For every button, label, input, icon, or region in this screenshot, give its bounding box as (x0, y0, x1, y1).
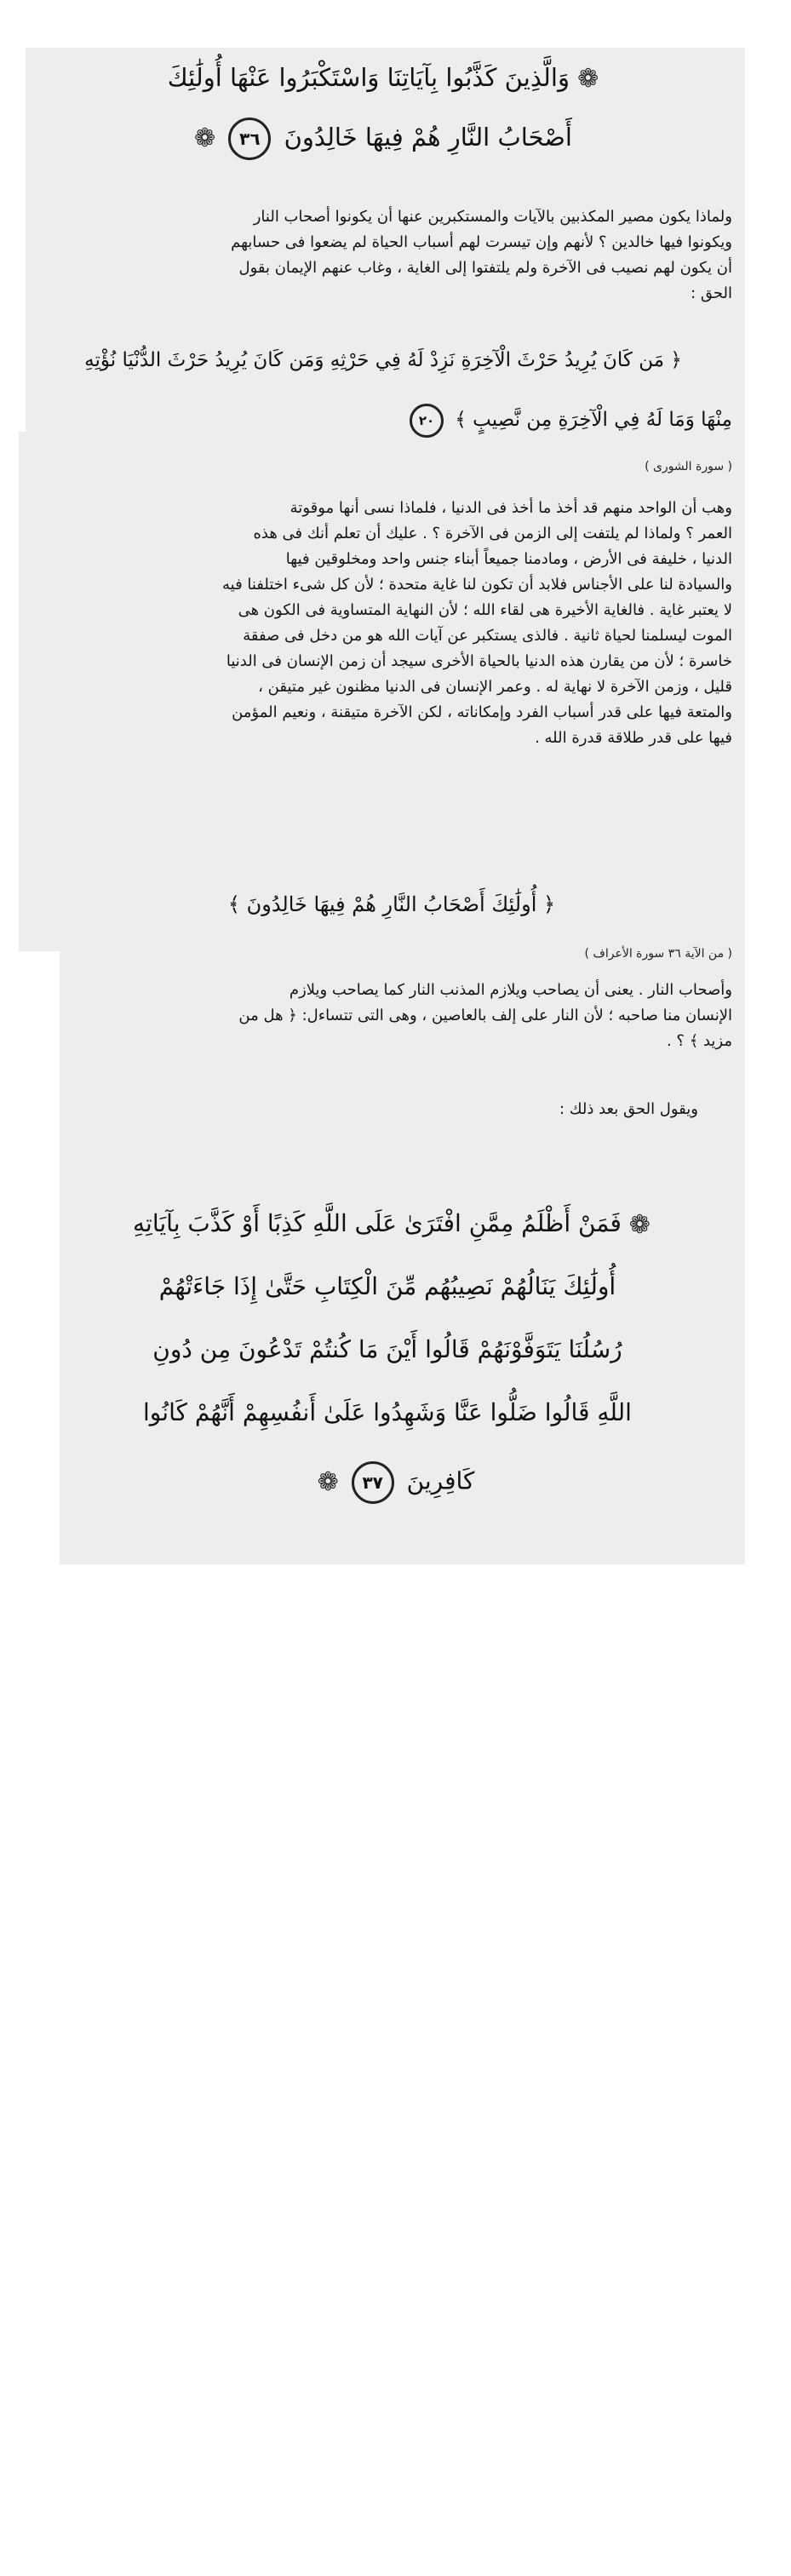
araf-reference: ( من الآية ٣٦ سورة الأعراف ) (584, 947, 732, 961)
shura-verse-line-1 (34, 349, 732, 371)
paragraph-3 (68, 978, 732, 1054)
verse-number-badge: ٣٦ (228, 118, 271, 160)
paragraph-line: والمتعة فيها على قدر أسباب الفرد وإمكاناته ، لكن الآخرة متيقنة ، ونعيم المؤمن (232, 703, 732, 721)
shura-verse-text-1: ﴿ مَن كَانَ يُرِيدُ حَرْثَ الْآخِرَةِ نَزِدْ لَهُ فِي حَرْثِهِ وَمَن كَانَ يُرِيدُ حَرْثَ الدُّنْيَا نُؤْتِهِ (84, 349, 682, 371)
paragraph-1 (60, 204, 732, 307)
verse-36-text-2: أَصْحَابُ النَّارِ هُمْ فِيهَا خَالِدُونَ (284, 123, 572, 152)
verse-37-line-2 (85, 1272, 690, 1300)
paragraph-line: الحق : (691, 284, 732, 302)
paragraph-line: ولماذا يكون مصير المكذبين بالآيات والمستكبرين عنها أن يكونوا أصحاب النار (253, 208, 732, 226)
verse-ornament-icon: ❁ (577, 64, 599, 94)
paragraph-line: قليل ، وزمن الآخرة لا نهاية له . وعمر الإنسان فى الدنيا مظنون غير متيقن ، (258, 678, 732, 696)
verse-number-badge: ٣٧ (352, 1461, 394, 1504)
shura-reference: ( سورة الشورى ) (645, 460, 732, 473)
verse-number-badge: ٢٠ (410, 404, 444, 438)
paragraph-line: فيها على قدر طلاقة قدرة الله . (535, 729, 732, 747)
verse-ornament-icon: ❁ (317, 1467, 339, 1497)
paragraph-line: العمر ؟ ولماذا لم يلتفت إلى الزمن فى الآخرة ؟ . عليك أن تعلم أنك فى هذه (253, 525, 732, 542)
shura-verse-text-2: مِنْهَا وَمَا لَهُ فِي الْآخِرَةِ مِن نَّصِيبٍ ﴾ (455, 409, 732, 431)
shura-verse-line-2 (255, 404, 732, 438)
verse-37-line-5 (170, 1461, 622, 1504)
verse-37-text-5: كَافِرِينَ (406, 1466, 475, 1495)
araf-quote: ﴿ أُولَٰئِكَ أَصْحَابُ النَّارِ هُمْ فِيهَا خَالِدُونَ ﴾ (227, 892, 556, 916)
verse-ornament-icon: ❁ (193, 123, 216, 153)
paragraph-line: أن يكون لهم نصيب فى الآخرة ولم يلتفتوا إلى الغاية ، وغاب عنهم الإيمان بقول (238, 259, 732, 277)
paragraph-2 (41, 496, 732, 751)
transition-line: ويقول الحق بعد ذلك : (559, 1100, 698, 1118)
verse-36-line-1 (51, 63, 715, 92)
verse-37-text-4: اللَّهِ قَالُوا ضَلُّوا عَنَّا وَشَهِدُوا عَلَىٰ أَنفُسِهِمْ أَنَّهُمْ كَانُوا (143, 1398, 632, 1426)
verse-37-line-1 (102, 1209, 681, 1238)
verse-37-line-3 (85, 1335, 690, 1363)
paragraph-line: خاسرة ؛ لأن من يقارن هذه الدنيا بالحياة الأخرى سيجد أن زمن الإنسان فى الدنيا (226, 652, 732, 670)
verse-ornament-icon: ❁ (628, 1209, 651, 1240)
paragraph-line: الموت ليسلمنا لحياة ثانية . فالذى يستكبر عن آيات الله هو من دخل فى صفقة (243, 627, 732, 645)
paragraph-line: والسيادة لنا على الأجناس فلابد أن تكون لنا غاية متحدة ؛ لأن كل شىء اختلفنا فيه (221, 576, 732, 594)
paragraph-line: وأصحاب النار . يعنى أن يصاحب ويلازم المذنب النار كما يصاحب ويلازم (289, 981, 732, 999)
verse-37-text-3: رُسُلُنَا يَتَوَفَّوْنَهُمْ قَالُوا أَيْنَ مَا كُنتُمْ تَدْعُونَ مِن دُونِ (152, 1335, 622, 1363)
verse-37-line-4 (85, 1398, 690, 1426)
paragraph-line: وهب أن الواحد منهم قد أخذ ما أخذ فى الدنيا ، فلماذا نسى أنها موقوتة (289, 499, 732, 517)
paragraph-line: ويكونوا فيها خالدين ؟ لأنهم وإن تيسرت لهم أسباب الحياة لم يضعوا فى حسابهم (231, 233, 732, 251)
paragraph-line: الإنسان منا صاحبه ؛ لأن النار على إلف بالعاصين ، وهى التى تتساءل: ﴿ هل من (238, 1007, 732, 1024)
verse-36-text-1: وَالَّذِينَ كَذَّبُوا بِآيَاتِنَا وَاسْتَكْبَرُوا عَنْهَا أُولَٰئِكَ (167, 63, 570, 92)
paragraph-line: مزيد ﴾ ؟ . (666, 1032, 732, 1050)
paragraph-line: الدنيا ، خليفة فى الأرض ، ومادمنا جميعاً أبناء جنس واحد ومخلوقين فيها (285, 550, 732, 568)
verse-37-text-1: فَمَنْ أَظْلَمُ مِمَّنِ افْتَرَىٰ عَلَى اللَّهِ كَذِبًا أَوْ كَذَّبَ بِآيَاتِهِ (133, 1209, 622, 1237)
verse-37-text-2: أُولَٰئِكَ يَنَالُهُمْ نَصِيبُهُم مِّنَ الْكِتَابِ حَتَّىٰ إِذَا جَاءَتْهُمْ (158, 1272, 616, 1300)
verse-36-line-2 (51, 118, 715, 160)
paragraph-line: لا يعتبر غاية . فالغاية الأخيرة هى لقاء الله ؛ لأن النهاية المتساوية فى الكون هى (238, 601, 732, 619)
